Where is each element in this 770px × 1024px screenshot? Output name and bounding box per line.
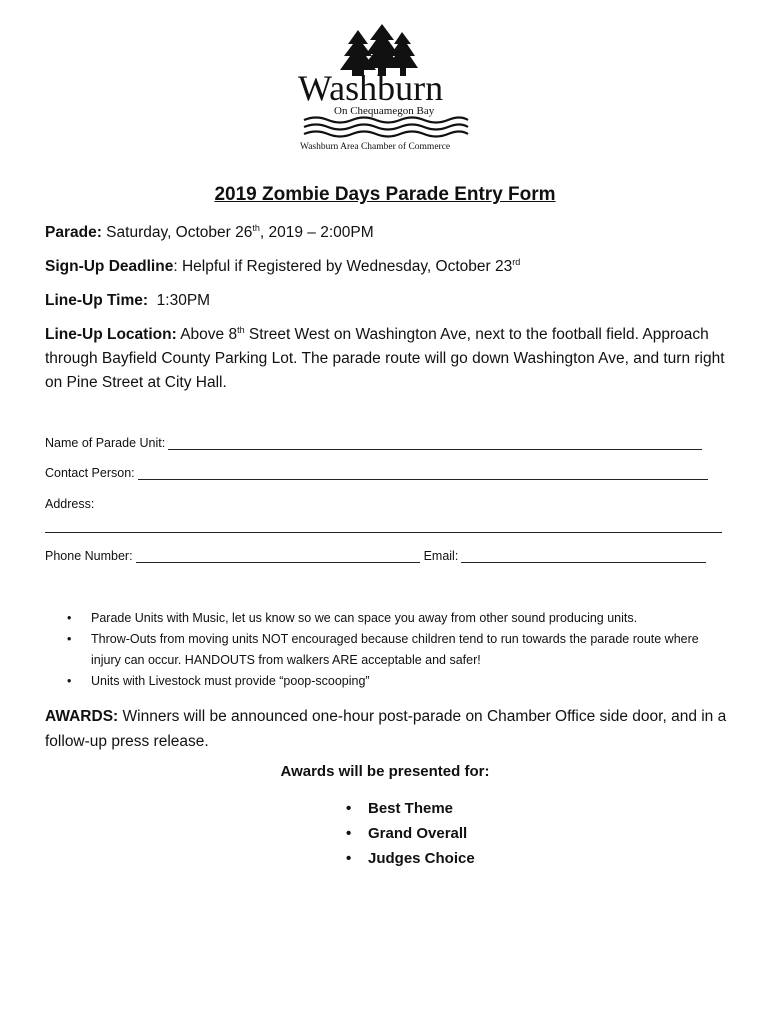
parade-date-line: [45, 221, 725, 245]
lineup-time-label: Line-Up Time:: [45, 292, 149, 309]
award-best-theme: Best Theme: [368, 800, 454, 817]
note-throwouts: Throw-Outs from moving units NOT encouraged because children tend to run towards the parade route where injury can occur. HANDOUTS from walkers ARE acceptable and safer!: [91, 632, 699, 667]
bullet-icon: •: [346, 800, 352, 817]
signup-text: : Helpful if Registered by Wednesday, October 23: [173, 258, 513, 275]
parade-unit-field: [45, 436, 702, 450]
lineup-time-text: 1:30PM: [148, 292, 211, 309]
address-label: Address:: [45, 497, 95, 511]
contact-person-label: Contact Person:: [45, 466, 135, 480]
phone-label: Phone Number:: [45, 549, 133, 563]
notes-list: [45, 608, 715, 692]
signup-sup: rd: [512, 256, 521, 267]
lineup-location-sup: th: [237, 324, 245, 335]
awards-list: [346, 796, 475, 871]
svg-text:On Chequamegon Bay: On Chequamegon Bay: [334, 105, 435, 117]
address-field: [45, 497, 94, 511]
signup-deadline-line: [45, 255, 725, 279]
phone-input-line[interactable]: [136, 550, 420, 563]
lineup-location-text-a: Above 8: [176, 326, 238, 343]
phone-email-field: [45, 549, 706, 563]
awards-presented-heading: Awards will be presented for:: [280, 763, 490, 780]
parade-date-text: Saturday, October 26: [101, 224, 253, 241]
bullet-icon: •: [67, 674, 72, 688]
bullet-icon: •: [67, 611, 72, 625]
lineup-time-line: [45, 289, 725, 313]
note-music: Parade Units with Music, let us know so we can space you away from other sound producing units.: [91, 611, 638, 625]
email-label: Email:: [423, 549, 459, 563]
lineup-location-label: Line-Up Location:: [45, 326, 177, 343]
list-item: [45, 671, 715, 692]
tree-logo-icon: [290, 22, 480, 154]
contact-person-field: [45, 466, 708, 480]
awards-text: Winners will be announced one-hour post-parade on Chamber Office side door, and in a follow-up press release.: [45, 708, 727, 750]
svg-text:Washburn Area Chamber of Comme: Washburn Area Chamber of Commerce: [300, 142, 451, 152]
awards-label: AWARDS:: [45, 708, 119, 725]
award-grand-overall: Grand Overall: [368, 825, 468, 842]
parade-label: Parade:: [45, 224, 102, 241]
list-item: [45, 608, 715, 629]
award-judges-choice: Judges Choice: [368, 850, 475, 867]
list-item: [45, 629, 715, 671]
list-item: [346, 796, 475, 821]
note-livestock: Units with Livestock must provide “poop-scooping”: [91, 674, 370, 688]
contact-person-input-line[interactable]: [138, 467, 708, 480]
svg-text:Washburn: Washburn: [298, 68, 444, 108]
parade-time-text: , 2019 – 2:00PM: [259, 224, 374, 241]
lineup-location-paragraph: [45, 323, 725, 395]
email-input-line[interactable]: [461, 550, 706, 563]
awards-paragraph: [45, 704, 735, 754]
address-input-line[interactable]: [45, 532, 722, 533]
washburn-chamber-logo: [290, 22, 480, 154]
list-item: [346, 821, 475, 846]
bullet-icon: •: [346, 825, 352, 842]
bullet-icon: •: [67, 632, 72, 646]
parade-unit-label: Name of Parade Unit:: [45, 436, 166, 450]
parade-date-sup: th: [252, 222, 260, 233]
form-title: 2019 Zombie Days Parade Entry Form: [214, 184, 556, 205]
parade-unit-input-line[interactable]: [168, 437, 702, 450]
bullet-icon: •: [346, 850, 352, 867]
signup-label: Sign-Up Deadline: [45, 258, 174, 275]
list-item: [346, 846, 475, 871]
lineup-location-text-b: Street West on Washington Ave, next to the football field. Approach through Bayfield County Parking Lot. The parade route will go down Washington Ave, and turn right on Pine Street at City Hall.: [45, 326, 725, 391]
